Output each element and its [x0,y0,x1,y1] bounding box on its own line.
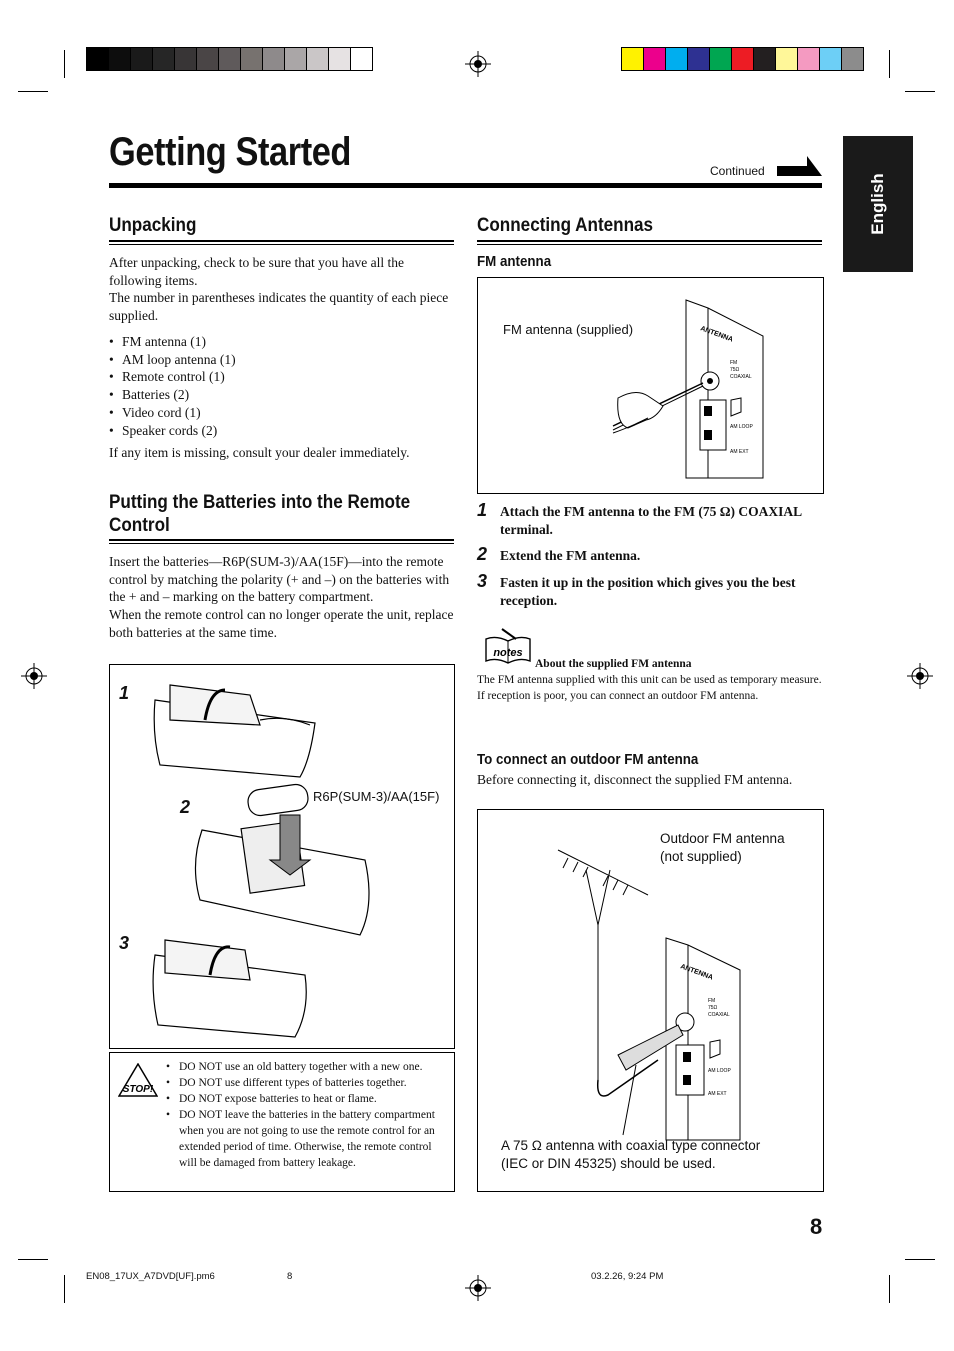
fm-antenna-supplied-label: FM antenna (supplied) [503,322,634,337]
step-number: 3 [477,571,488,591]
grayscale-swatch [329,48,351,70]
fm-antenna-figure [477,277,824,494]
panel-am-ext-label: AM EXT [708,1091,727,1097]
grayscale-swatch [109,48,131,70]
caution-list-item: • DO NOT use different types of batteries together. [166,1075,451,1091]
outdoor-fm-heading: To connect an outdoor FM antenna [477,752,699,768]
process-color-swatch [798,48,820,70]
unpacking-missing-note: If any item is missing, consult your dealer immediately. [109,445,410,460]
notes-icon [482,627,534,665]
unpacking-list-item: • Video cord (1) [109,404,449,422]
process-color-swatch [622,48,644,70]
footer-page: 8 [287,1271,293,1282]
figure-step-1: 1 [119,683,130,703]
unpacking-list-item: • AM loop antenna (1) [109,351,449,369]
language-tab-label: English [868,173,887,235]
outdoor-antenna-caption-line2: (IEC or DIN 45325) should be used. [501,1156,716,1171]
notes-heading: About the supplied FM antenna [535,658,692,670]
panel-antenna-label: ANTENNA [699,325,734,344]
batteries-heading [109,491,410,537]
panel-antenna-label: ANTENNA [679,963,714,982]
page-title: Getting Started [109,130,352,174]
unpacking-list-item: • Speaker cords (2) [109,422,449,440]
unpacking-intro [109,254,454,325]
unpacking-heading: Unpacking [109,215,197,236]
outdoor-antenna-label-line2: (not supplied) [660,849,742,864]
continued-label: Continued [710,164,765,178]
outdoor-antenna-illustration [478,810,823,1191]
antenna-step [477,500,822,538]
section-rule [477,244,822,245]
language-tab [843,136,913,272]
grayscale-calibration-bar [86,47,373,71]
section-rule [109,240,454,242]
antenna-step [477,571,822,609]
batteries-instructions [109,553,454,642]
batteries-paragraph-1: Insert the batteries—R6P(SUM-3)/AA(15F)—into the remote control by matching the polarity (+ and –) on the batteries with the + and – marking on the battery compartment. [109,554,450,605]
stop-label: STOP! [122,1084,154,1095]
registration-mark-icon [465,51,491,77]
unpacking-list-item: • Batteries (2) [109,386,449,404]
section-rule [109,543,454,544]
title-rule [109,183,822,188]
registration-mark-icon [21,663,47,689]
caution-list-item: • DO NOT leave the batteries in the battery compartment when you are not going to use the remote control for an extended period of time. Otherwise, the remote control will be damaged from battery leakage. [166,1107,451,1171]
process-color-swatch [754,48,776,70]
process-color-swatch [820,48,842,70]
unpacking-intro-text-2: The number in parentheses indicates the quantity of each piece supplied. [109,290,449,324]
section-rule [109,244,454,245]
process-color-swatch [688,48,710,70]
panel-am-loop-label: AM LOOP [708,1068,731,1074]
grayscale-swatch [153,48,175,70]
process-color-swatch [644,48,666,70]
battery-caution-box [109,1052,455,1192]
footer-filename: EN08_17UX_A7DVD[UF].pm6 [86,1271,215,1282]
grayscale-swatch [131,48,153,70]
unpacking-intro-text: After unpacking, check to be sure that you have all the following items. [109,255,405,288]
outdoor-antenna-caption-line1: A 75 Ω antenna with coaxial type connector [501,1138,761,1153]
figure-step-3: 3 [119,933,130,953]
caution-list-item: • DO NOT expose batteries to heat or flame. [166,1091,451,1107]
notes-label: notes [493,647,523,659]
process-color-calibration-bar [621,47,864,71]
panel-am-ext-label: AM EXT [730,449,749,455]
arrow-right-icon [777,156,822,180]
figure-step-2: 2 [180,797,191,817]
outdoor-antenna-figure [477,809,824,1192]
panel-fm-label: FM [730,360,738,366]
grayscale-swatch [307,48,329,70]
batteries-heading-line1: Putting the Batteries into the Remote [109,492,411,513]
process-color-swatch [710,48,732,70]
panel-coaxial-label: COAXIAL [730,374,752,380]
process-color-swatch [666,48,688,70]
grayscale-swatch [175,48,197,70]
grayscale-swatch [219,48,241,70]
unpacking-list-item: • Remote control (1) [109,368,449,386]
step-text: Fasten it up in the position which gives you the best reception. [500,575,796,608]
section-rule [477,240,822,242]
remote-control-illustration [110,665,454,1048]
connecting-antennas-heading: Connecting Antennas [477,215,654,236]
battery-figure [109,664,455,1049]
fm-antenna-heading: FM antenna [477,254,552,270]
grayscale-swatch [87,48,109,70]
process-color-swatch [842,48,863,70]
battery-type-label: R6P(SUM-3)/AA(15F) [313,789,440,804]
step-number: 1 [477,500,488,520]
outdoor-antenna-caption [501,1137,760,1173]
registration-mark-icon [465,1275,491,1301]
panel-ohm-label: 75Ω [708,1005,718,1011]
footer-date: 03.2.26, 9:24 PM [591,1271,664,1282]
section-rule [109,539,454,541]
step-number: 2 [477,544,488,564]
process-color-swatch [732,48,754,70]
grayscale-swatch [197,48,219,70]
grayscale-swatch [351,48,372,70]
unpacking-list-item: • FM antenna (1) [109,333,449,351]
caution-list-item: • DO NOT use an old battery together with a new one. [166,1059,451,1075]
step-text: Extend the FM antenna. [500,548,641,563]
batteries-paragraph-2: When the remote control can no longer operate the unit, replace both batteries at the same time. [109,607,454,640]
process-color-swatch [776,48,798,70]
fm-antenna-connection-illustration [478,278,823,493]
notes-body: The FM antenna supplied with this unit can be used as temporary measure. If reception is poor, you can connect an outdoor FM antenna. [477,674,822,702]
batteries-heading-line2: Control [109,515,170,536]
outdoor-antenna-label-line1: Outdoor FM antenna [660,831,785,846]
antenna-step [477,544,822,565]
panel-ohm-label: 75Ω [730,367,740,373]
panel-coaxial-label: COAXIAL [708,1012,730,1018]
panel-fm-label: FM [708,998,716,1004]
panel-am-loop-label: AM LOOP [730,424,753,430]
grayscale-swatch [241,48,263,70]
outdoor-fm-instruction: Before connecting it, disconnect the supplied FM antenna. [477,772,793,787]
grayscale-swatch [263,48,285,70]
caution-list [166,1059,451,1171]
step-text: Attach the FM antenna to the FM (75 Ω) COAXIAL terminal. [500,504,802,537]
stop-warning-icon [118,1063,158,1097]
grayscale-swatch [285,48,307,70]
page-number: 8 [810,1214,823,1239]
unpacking-item-list [109,333,449,439]
registration-mark-icon [907,663,933,689]
